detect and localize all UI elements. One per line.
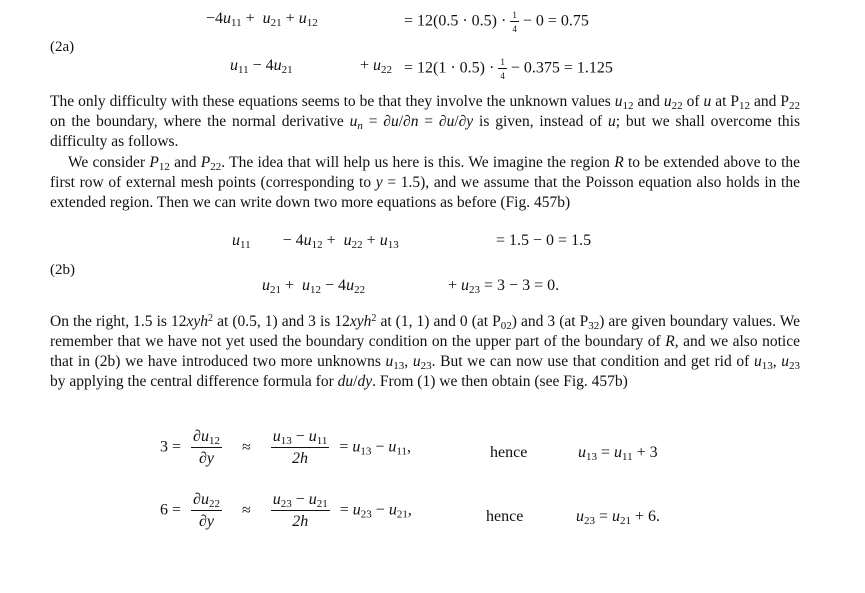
eq-2b-row2-lhs: $u_{21} + u_{12} - 4u_{22}$ — [262, 277, 366, 296]
fraction-quarter-2: $\frac{1}{4}$ — [500, 57, 505, 81]
eq-2a-row2-mid: + $u_{22}$ — [360, 57, 393, 76]
diff-eq-2: 6 = $\frac{\partial u_{22}}{\partial y}$ ≈ $\frac{u_{23} - u_{21}}{2h}$ = $u_{23} - u_{21}$, — [160, 491, 412, 530]
hence-label-2: hence — [486, 508, 524, 525]
diff-eq-1: 3 = $\frac{\partial u_{12}}{\partial y}$ ≈ $\frac{u_{13} - u_{11}}{2h}$ = $u_{13} - u_{11}$, — [160, 428, 411, 467]
eq-2a-label: (2a) — [50, 39, 75, 55]
fraction-quarter: $\frac{1}{4}$ — [512, 10, 517, 34]
result-2: $u_{23} = u_{21} + 6$. — [576, 508, 661, 527]
paragraph-2: We consider $P_{12}$ and $P_{22}$. The idea that will help us here is this. We imagine the region R to be extended above to the first row of external mesh points (corresponding to y = 1.5), and we assume that the Poisson equation also holds in the extended region. Then we can write down two more equations as before (Fig. 457b) — [50, 154, 801, 211]
eq-2a-row1-lhs: $-4u_{11} + u_{21} + u_{12}$ — [206, 10, 318, 29]
eq-2b-row1-rhs: = 1.5 − 0 = 1.5 — [496, 232, 592, 249]
hence-label-1: hence — [490, 444, 528, 461]
paragraph-1: The only difficulty with these equations seems to be that they involve the unknown values $u_{12}$ and $u_{22}$ of u at $P_{12}$ and $P_{22}$ on the boundary, where the normal derivative $u_n = \partial u/\partial n = \partial u/\partial y$ is given, instead of u; but we shall overcome this difficulty as follows. — [50, 93, 801, 150]
eq-2b-label: (2b) — [50, 262, 75, 278]
result-1: $u_{13} = u_{11} + 3$ — [578, 444, 658, 463]
eq-2b-row2-rhs: + $u_{23} = 3 - 3 = 0$. — [448, 277, 560, 296]
eq-2a-row2-lhs: $u_{11} - 4u_{21}$ — [230, 57, 293, 76]
eq-2a-row2-rhs: = 12(1 · 0.5) · $\frac{1}{4}$ − 0.375 = 1.125 — [404, 57, 613, 81]
eq-2b-row1-lhs: $u_{11}$ − $4u_{12} + u_{22} + u_{13}$ — [232, 232, 399, 251]
eq-2a-row1-rhs: = 12(0.5 · 0.5) · $\frac{1}{4}$ − 0 = 0.75 — [404, 10, 589, 34]
paragraph-3: On the right, 1.5 is 12xyh$^2$ at (0.5, 1) and 3 is 12xyh$^2$ at (1, 1) and 0 (at $P_{02}$) and 3 (at $P_{32}$) are given boundary values. We remember that we have not yet used the boundary condition on the upper part of the boundary of R, and we also notice that in (2b) we have introduced two more unknowns $u_{13}$, $u_{23}$. But we can now use that condition and get rid of $u_{13}$, $u_{23}$ by applying the central difference formula for du/dy. From (1) we then obtain (see Fig. 457b) — [50, 313, 801, 390]
